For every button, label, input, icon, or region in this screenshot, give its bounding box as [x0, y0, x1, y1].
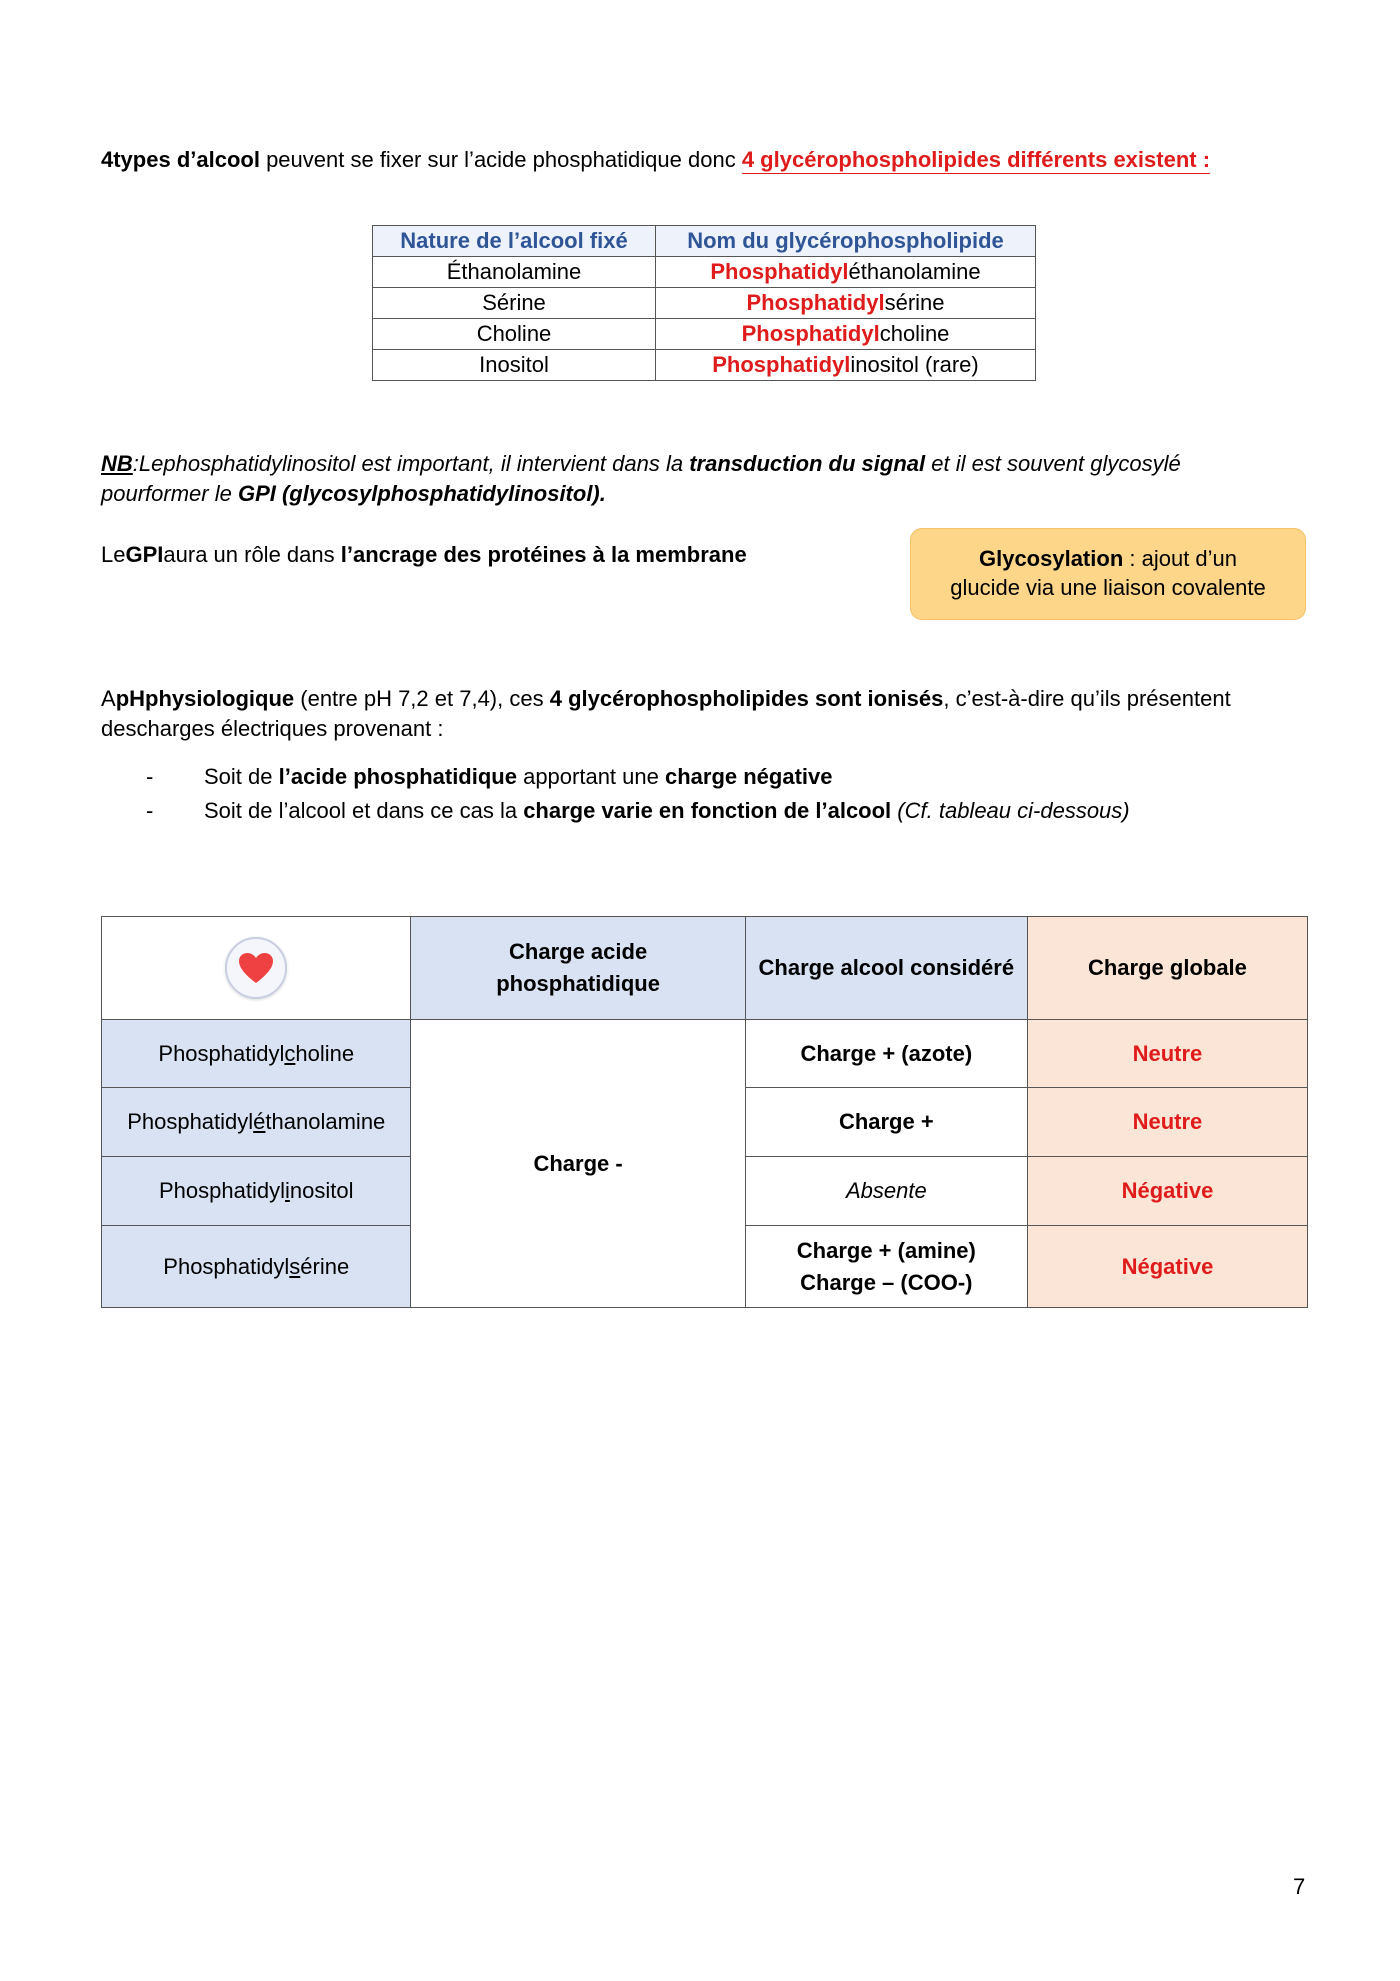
bullet-part: Soit de — [204, 764, 279, 789]
callout-bold: Glycosylation — [978, 546, 1124, 571]
suffix: inositol (rare) — [850, 352, 979, 377]
global-charge-cell: Neutre — [1027, 1020, 1307, 1088]
table-row — [373, 288, 1036, 319]
lipid-underlined: c — [284, 1040, 296, 1066]
gpi-text: aura un rôle dans — [163, 542, 341, 567]
alcool-cell: Éthanolamine — [373, 257, 656, 288]
ph-text: A — [101, 686, 116, 711]
bullet-part: apportant une — [516, 764, 665, 789]
lipid-suffix: thanolamine — [265, 1109, 386, 1134]
glycosylation-callout — [910, 528, 1306, 620]
list-item — [84, 796, 1314, 826]
lipid-underlined: i — [284, 1178, 290, 1203]
intro-bold: 4types d’alcool — [101, 147, 260, 172]
nb-bold: GPI (glycosylphosphatidylinositol). — [237, 481, 606, 506]
bullet-dash: - — [146, 764, 154, 789]
alcool-cell: Sérine — [373, 288, 656, 319]
lipid-cell — [102, 1020, 411, 1088]
glycero-cell — [656, 350, 1036, 381]
bullet-italic: (Cf. tableau ci-dessous) — [897, 798, 1130, 823]
global-charge-cell: Négative — [1027, 1226, 1307, 1308]
alcool-cell: Inositol — [373, 350, 656, 381]
alcool-charge-cell: Absente — [745, 1157, 1027, 1226]
gpi-text: Le — [101, 542, 126, 567]
lipid-prefix: Phosphatidyl — [158, 1040, 285, 1066]
lipid-underlined: é — [253, 1109, 266, 1134]
heart-icon-svg — [238, 952, 274, 984]
alcohol-table-header — [373, 226, 1036, 257]
header-acid-line-1: Charge acide — [509, 939, 648, 964]
nb-line-2 — [101, 479, 1311, 509]
suffix: choline — [879, 321, 950, 346]
ph-text: (entre pH 7,2 et 7,4), ces — [294, 686, 550, 711]
gpi-bold: GPI — [125, 542, 164, 567]
lipid-suffix: holine — [295, 1040, 355, 1066]
table-row — [373, 257, 1036, 288]
ph-line-1 — [101, 684, 1321, 714]
intro-highlight: 4 glycérophospholipides différents existent : — [741, 147, 1211, 172]
nb-paragraph — [101, 449, 1311, 509]
prefix: Phosphatidyl — [741, 321, 880, 346]
nb-text: pourformer le — [101, 481, 238, 506]
lipid-cell — [102, 1226, 411, 1308]
alcool-charge-line-1: Charge + (amine) — [796, 1237, 976, 1263]
gpi-paragraph — [101, 540, 747, 570]
shared-acid-charge: Charge - — [411, 1020, 745, 1308]
header-global-charge: Charge globale — [1027, 917, 1307, 1020]
callout-line-2: glucide via une liaison covalente — [950, 575, 1266, 600]
glycero-cell — [656, 257, 1036, 288]
ph-text: , c’est-à-dire qu’ils présentent — [943, 686, 1231, 711]
alcool-charge-cell: Charge + (azote) — [745, 1020, 1027, 1088]
nb-line-1 — [101, 449, 1311, 479]
header-alcool-charge: Charge alcool considéré — [745, 917, 1027, 1020]
heart-icon — [225, 937, 287, 999]
header-acid-charge — [411, 917, 745, 1020]
lipid-underlined: s — [289, 1253, 301, 1279]
callout-line-1 — [911, 544, 1305, 573]
glycero-cell — [656, 288, 1036, 319]
alcool-cell: Choline — [373, 319, 656, 350]
prefix: Phosphatidyl — [712, 352, 851, 377]
gpi-bold: l’ancrage des protéines à la membrane — [340, 542, 747, 567]
icon-cell — [102, 917, 411, 1020]
bullet-bold: l’acide phosphatidique — [278, 764, 517, 789]
alcool-charge-cell — [745, 1226, 1027, 1308]
bullet-dash: - — [146, 798, 154, 823]
suffix: éthanolamine — [848, 259, 981, 284]
lipid-prefix: Phosphatidyl — [127, 1109, 254, 1134]
nb-label: NB — [101, 451, 133, 476]
charge-table-header — [102, 917, 1308, 1020]
header-alcool: Nature de l’alcool fixé — [373, 226, 656, 257]
nb-text: :Lephosphatidylinositol est important, il intervient dans la — [132, 451, 690, 476]
list-item — [84, 762, 1314, 792]
lipid-prefix: Phosphatidyl — [163, 1253, 290, 1279]
ph-bold: pHphysiologique — [115, 686, 295, 711]
table-row — [373, 319, 1036, 350]
lipid-prefix: Phosphatidyl — [159, 1178, 285, 1203]
alcool-charge-line-2: Charge – (COO-) — [800, 1269, 973, 1295]
ph-paragraph — [101, 684, 1321, 744]
lipid-suffix: érine — [300, 1253, 350, 1279]
bullet-text — [204, 796, 1130, 826]
glycero-cell — [656, 319, 1036, 350]
global-charge-cell: Neutre — [1027, 1088, 1307, 1157]
table-row — [102, 1020, 1308, 1088]
nb-text: et il est souvent glycosylé — [925, 451, 1181, 476]
bullet-bold: charge varie en fonction de l’alcool — [523, 798, 892, 823]
intro-paragraph — [101, 145, 1210, 175]
page-number: 7 — [1293, 1874, 1306, 1899]
table-row — [373, 350, 1036, 381]
prefix: Phosphatidyl — [710, 259, 849, 284]
ph-line-2: descharges électriques provenant : — [101, 716, 444, 741]
charge-table — [101, 916, 1308, 1308]
header-acid-line-2: phosphatidique — [496, 971, 660, 996]
bullet-text — [204, 762, 833, 792]
alcool-charge-cell: Charge + — [745, 1088, 1027, 1157]
callout-text: : ajout d’un — [1123, 546, 1238, 571]
lipid-suffix: nositol — [289, 1178, 354, 1203]
intro-text: peuvent se fixer sur l’acide phosphatidique donc — [259, 147, 742, 172]
bullet-part: Soit de l’alcool et dans ce cas la — [204, 798, 524, 823]
nb-bold: transduction du signal — [689, 451, 926, 476]
bullet-bold: charge négative — [664, 764, 833, 789]
lipid-cell — [102, 1088, 411, 1157]
ph-bold: 4 glycérophospholipides sont ionisés — [549, 686, 944, 711]
prefix: Phosphatidyl — [746, 290, 885, 315]
global-charge-cell: Négative — [1027, 1157, 1307, 1226]
bullet-list — [84, 762, 1314, 826]
suffix: sérine — [884, 290, 945, 315]
alcohol-table — [372, 225, 1036, 381]
header-glycero: Nom du glycérophospholipide — [656, 226, 1036, 257]
lipid-cell — [102, 1157, 411, 1226]
